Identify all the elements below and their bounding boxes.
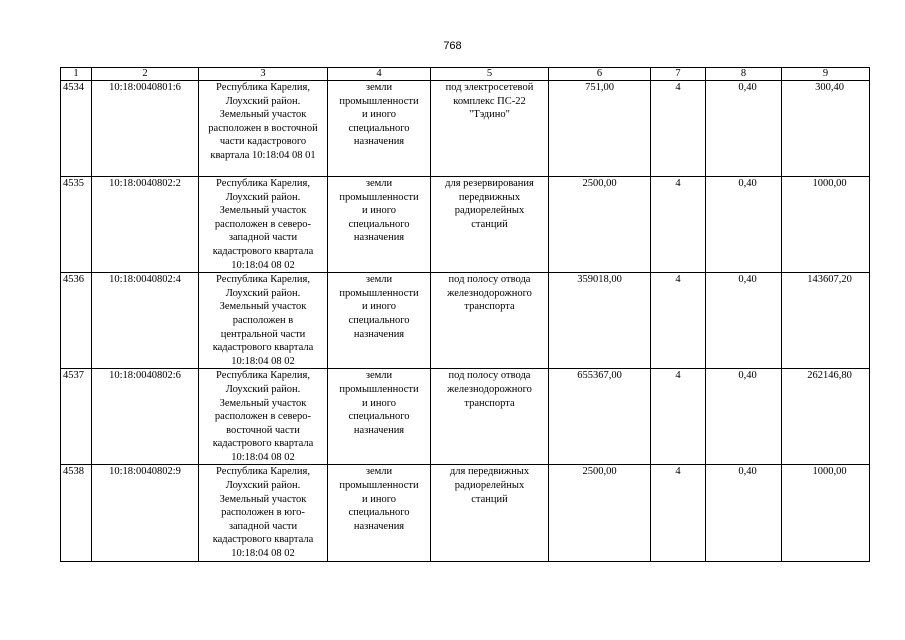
land-category-cell — [328, 177, 431, 273]
location-cell-line: Земельный участок — [219, 397, 307, 409]
permitted-use-cell-line: для резервирования — [445, 178, 534, 189]
area-cell: 2500,00 — [549, 465, 651, 561]
page-number: 768 — [443, 40, 462, 52]
land-category-cell-line: земли — [365, 178, 393, 189]
location-cell-line: 10:18:04 08 02 — [231, 451, 295, 463]
location-cell-line: западной части — [228, 232, 298, 244]
land-category-cell-line: и иного — [361, 109, 397, 121]
column-8-cell: 0,40 — [706, 177, 782, 273]
permitted-use-cell — [431, 81, 549, 177]
land-category-cell-line: назначения — [353, 232, 405, 244]
location-cell-line: центральной части — [220, 328, 306, 340]
location-cell-line: Лоухский район. — [225, 287, 301, 299]
land-category-cell-line: промышленности — [339, 480, 419, 492]
location-cell-line: квартала 10:18:04 08 01 — [210, 149, 316, 161]
location-cell — [199, 81, 328, 177]
permitted-use-cell — [431, 465, 549, 561]
area-cell: 655367,00 — [549, 369, 651, 465]
land-category-cell-line: земли — [365, 274, 393, 286]
row-number-cell: 4538 — [61, 465, 92, 561]
land-category-cell-line: специального — [348, 314, 410, 326]
land-category-cell-line: и иного — [361, 493, 397, 505]
column-header: 5 — [431, 68, 549, 81]
column-9-cell: 143607,20 — [782, 273, 870, 369]
column-header: 2 — [92, 68, 199, 81]
permitted-use-cell — [431, 177, 549, 273]
land-category-cell-line: земли — [365, 370, 393, 382]
location-cell-line: Республика Карелия, — [216, 82, 310, 93]
location-cell — [199, 369, 328, 465]
table-body — [61, 81, 870, 562]
land-category-cell-line: земли — [365, 466, 393, 478]
column-7-cell: 4 — [651, 369, 706, 465]
location-cell-line: части кадастрового — [219, 136, 307, 148]
permitted-use-cell-line: транспорта — [464, 397, 515, 409]
table-row — [61, 177, 870, 273]
column-header: 4 — [328, 68, 431, 81]
permitted-use-cell-line: станций — [471, 218, 508, 230]
location-cell-line: Республика Карелия, — [216, 178, 310, 189]
location-cell — [199, 177, 328, 273]
land-category-cell-line: земли — [365, 82, 393, 93]
land-category-cell-line: специального — [348, 507, 410, 519]
land-registry-table — [60, 67, 870, 562]
location-cell-line: Лоухский район. — [225, 480, 301, 492]
row-number-cell: 4536 — [61, 273, 92, 369]
location-cell-line: Земельный участок — [219, 493, 307, 505]
location-cell-line: Лоухский район. — [225, 191, 301, 203]
location-cell-line: Земельный участок — [219, 109, 307, 121]
location-cell-line: расположен в северо- — [214, 411, 312, 423]
column-8-cell: 0,40 — [706, 465, 782, 561]
land-category-cell-line: назначения — [353, 328, 405, 340]
header-row — [61, 68, 870, 81]
permitted-use-cell-line: передвижных — [458, 191, 521, 203]
location-cell-line: Лоухский район. — [225, 95, 301, 107]
column-7-cell: 4 — [651, 465, 706, 561]
permitted-use-cell — [431, 273, 549, 369]
land-category-cell-line: специального — [348, 122, 410, 134]
permitted-use-cell-line: под полосу отвода — [448, 370, 531, 382]
column-header: 1 — [61, 68, 92, 81]
location-cell-line: расположен в юго- — [221, 507, 305, 519]
column-8-cell: 0,40 — [706, 81, 782, 177]
area-cell: 751,00 — [549, 81, 651, 177]
location-cell-line: кадастрового квартала — [212, 342, 314, 354]
permitted-use-cell-line: железнодорожного — [447, 383, 532, 395]
land-category-cell-line: промышленности — [339, 383, 419, 395]
land-category-cell — [328, 369, 431, 465]
column-8-cell: 0,40 — [706, 369, 782, 465]
location-cell-line: 10:18:04 08 02 — [231, 548, 295, 560]
land-category-cell — [328, 273, 431, 369]
land-category-cell-line: назначения — [353, 136, 405, 148]
location-cell-line: Земельный участок — [219, 301, 307, 313]
land-category-cell-line: и иного — [361, 397, 397, 409]
land-category-cell-line: назначения — [353, 424, 405, 436]
location-cell-line: Республика Карелия, — [216, 466, 310, 478]
column-7-cell: 4 — [651, 81, 706, 177]
land-category-cell-line: промышленности — [339, 95, 419, 107]
column-header: 7 — [651, 68, 706, 81]
column-header: 6 — [549, 68, 651, 81]
table-row — [61, 273, 870, 369]
cadastral-number-cell: 10:18:0040802:4 — [92, 273, 199, 369]
land-category-cell — [328, 465, 431, 561]
location-cell-line: восточной части — [226, 424, 300, 436]
permitted-use-cell-line: радиорелейных — [454, 480, 525, 492]
cadastral-number-cell: 10:18:0040802:2 — [92, 177, 199, 273]
land-category-cell-line: и иного — [361, 301, 397, 313]
cadastral-number-cell: 10:18:0040802:6 — [92, 369, 199, 465]
permitted-use-cell-line: комплекс ПС-22 — [453, 95, 526, 107]
area-cell: 359018,00 — [549, 273, 651, 369]
location-cell-line: Республика Карелия, — [216, 274, 310, 286]
location-cell-line: расположен в восточной — [208, 122, 318, 134]
cadastral-number-cell: 10:18:0040802:9 — [92, 465, 199, 561]
table-row — [61, 81, 870, 177]
location-cell-line: западной части — [228, 520, 298, 532]
land-category-cell-line: промышленности — [339, 287, 419, 299]
permitted-use-cell-line: под электросетевой — [445, 82, 534, 93]
column-header: 3 — [199, 68, 328, 81]
location-cell-line: 10:18:04 08 02 — [231, 355, 295, 367]
land-category-cell-line: назначения — [353, 520, 405, 532]
column-header: 9 — [782, 68, 870, 81]
land-category-cell-line: специального — [348, 411, 410, 423]
location-cell — [199, 273, 328, 369]
land-category-cell-line: специального — [348, 218, 410, 230]
column-7-cell: 4 — [651, 273, 706, 369]
location-cell — [199, 465, 328, 561]
location-cell-line: Земельный участок — [219, 205, 307, 217]
permitted-use-cell-line: транспорта — [464, 301, 515, 313]
land-category-cell-line: и иного — [361, 205, 397, 217]
column-9-cell: 1000,00 — [782, 465, 870, 561]
location-cell-line: кадастрового квартала — [212, 438, 314, 450]
location-cell-line: расположен в северо- — [214, 218, 312, 230]
row-number-cell: 4535 — [61, 177, 92, 273]
location-cell-line: Лоухский район. — [225, 383, 301, 395]
row-number-cell: 4537 — [61, 369, 92, 465]
permitted-use-cell-line: станций — [471, 493, 508, 505]
column-9-cell: 262146,80 — [782, 369, 870, 465]
permitted-use-cell-line: "Тэдино" — [469, 109, 510, 121]
permitted-use-cell-line: радиорелейных — [454, 205, 525, 217]
land-category-cell — [328, 81, 431, 177]
location-cell-line: кадастрового квартала — [212, 534, 314, 546]
column-header: 8 — [706, 68, 782, 81]
table-row — [61, 465, 870, 561]
permitted-use-cell-line: под полосу отвода — [448, 274, 531, 286]
location-cell-line: кадастрового квартала — [212, 245, 314, 257]
area-cell: 2500,00 — [549, 177, 651, 273]
location-cell-line: Республика Карелия, — [216, 370, 310, 382]
cadastral-number-cell: 10:18:0040801:6 — [92, 81, 199, 177]
permitted-use-cell — [431, 369, 549, 465]
table-row — [61, 369, 870, 465]
column-8-cell: 0,40 — [706, 273, 782, 369]
land-category-cell-line: промышленности — [339, 191, 419, 203]
location-cell-line: 10:18:04 08 02 — [231, 259, 295, 271]
permitted-use-cell-line: железнодорожного — [447, 287, 532, 299]
location-cell-line: расположен в — [232, 314, 294, 326]
permitted-use-cell-line: для передвижных — [449, 466, 530, 478]
column-9-cell: 300,40 — [782, 81, 870, 177]
column-7-cell: 4 — [651, 177, 706, 273]
row-number-cell: 4534 — [61, 81, 92, 177]
column-9-cell: 1000,00 — [782, 177, 870, 273]
